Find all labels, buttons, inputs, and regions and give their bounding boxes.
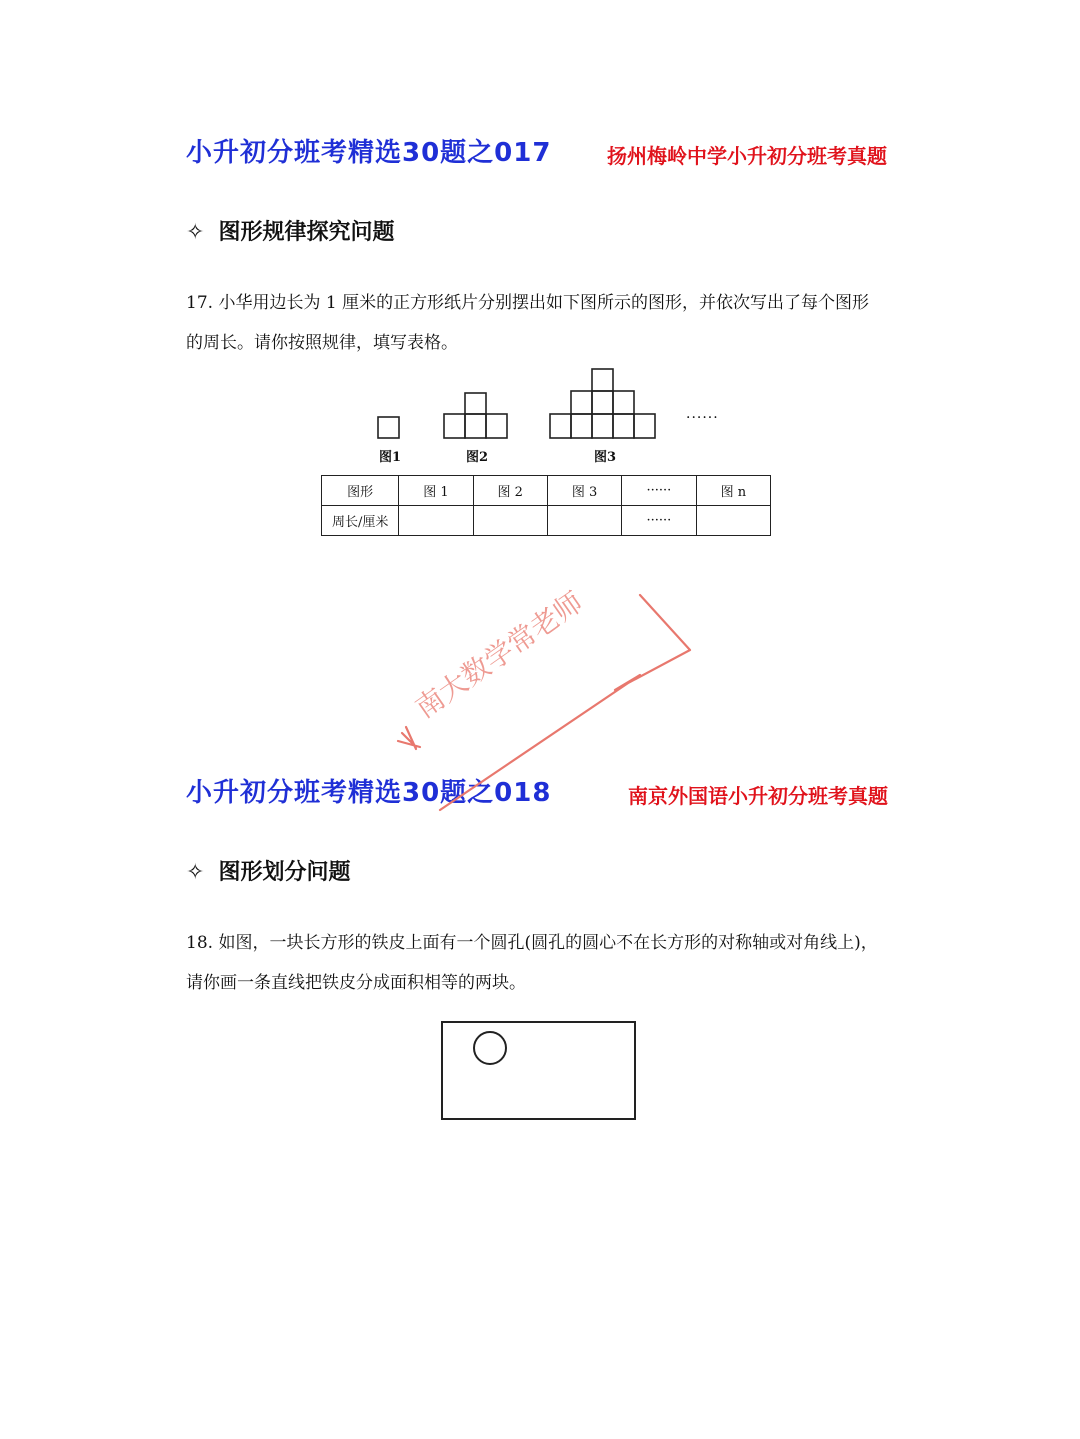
problem18-section-title: 图形划分问题: [218, 860, 351, 885]
table-header-row: [322, 476, 771, 506]
table-cell: 图形: [322, 476, 399, 506]
table-cell: 图 1: [399, 476, 473, 506]
table-cell-empty: [473, 506, 547, 536]
table-cell-empty: [399, 506, 473, 536]
iron-sheet-figure: [440, 1020, 640, 1124]
figure-2-label: 图2: [465, 450, 489, 465]
problem17-section-heading: [186, 215, 394, 246]
figure-3-squares: [550, 369, 655, 438]
table-cell-empty: [547, 506, 621, 536]
figure-1-squares: [378, 417, 399, 438]
rectangle-iron-sheet: [442, 1022, 635, 1119]
problem17-section-title: 图形规律探究问题: [218, 220, 395, 245]
table-cell: ······: [622, 476, 696, 506]
perimeter-table: [321, 475, 771, 536]
problem18-text-line2: 请你画一条直线把铁皮分成面积相等的两块。: [186, 973, 526, 993]
problem17-header-source: 扬州梅岭中学小升初分班考真题: [607, 144, 887, 168]
diamond-star-icon: ✧: [186, 220, 205, 245]
problem18-text-line1: 18. 如图，一块长方形的铁皮上面有一个圆孔(圆孔的圆心不在长方形的对称轴或对角线上)，: [186, 933, 878, 953]
table-cell: 图 2: [473, 476, 547, 506]
figure-1-label: 图1: [378, 450, 402, 465]
watermark-text: 南大数学常老师: [409, 585, 589, 725]
problem17-header-title: 小升初分班考精选30题之017: [186, 138, 552, 168]
square-pattern-figures: [370, 362, 730, 444]
table-cell: 图 3: [547, 476, 621, 506]
problem18-header-source: 南京外国语小升初分班考真题: [628, 784, 888, 808]
figure-continuation-dots: ······: [686, 410, 719, 426]
table-perimeter-row: [322, 506, 771, 536]
figure-2-squares: [444, 393, 507, 438]
table-cell: ······: [622, 506, 696, 536]
problem18-section-heading: [186, 855, 350, 886]
circular-hole: [474, 1032, 506, 1064]
table-cell-empty: [696, 506, 770, 536]
problem17-text-line1: 17. 小华用边长为 1 厘米的正方形纸片分别摆出如下图所示的图形，并依次写出了每个图形: [186, 293, 870, 313]
problem17-text-line2: 的周长。请你按照规律，填写表格。: [186, 333, 458, 353]
table-cell: 周长/厘米: [322, 506, 399, 536]
figure-3-label: 图3: [593, 450, 617, 465]
problem18-header-title: 小升初分班考精选30题之018: [186, 778, 552, 808]
diamond-star-icon: ✧: [186, 860, 205, 885]
table-cell: 图 n: [696, 476, 770, 506]
